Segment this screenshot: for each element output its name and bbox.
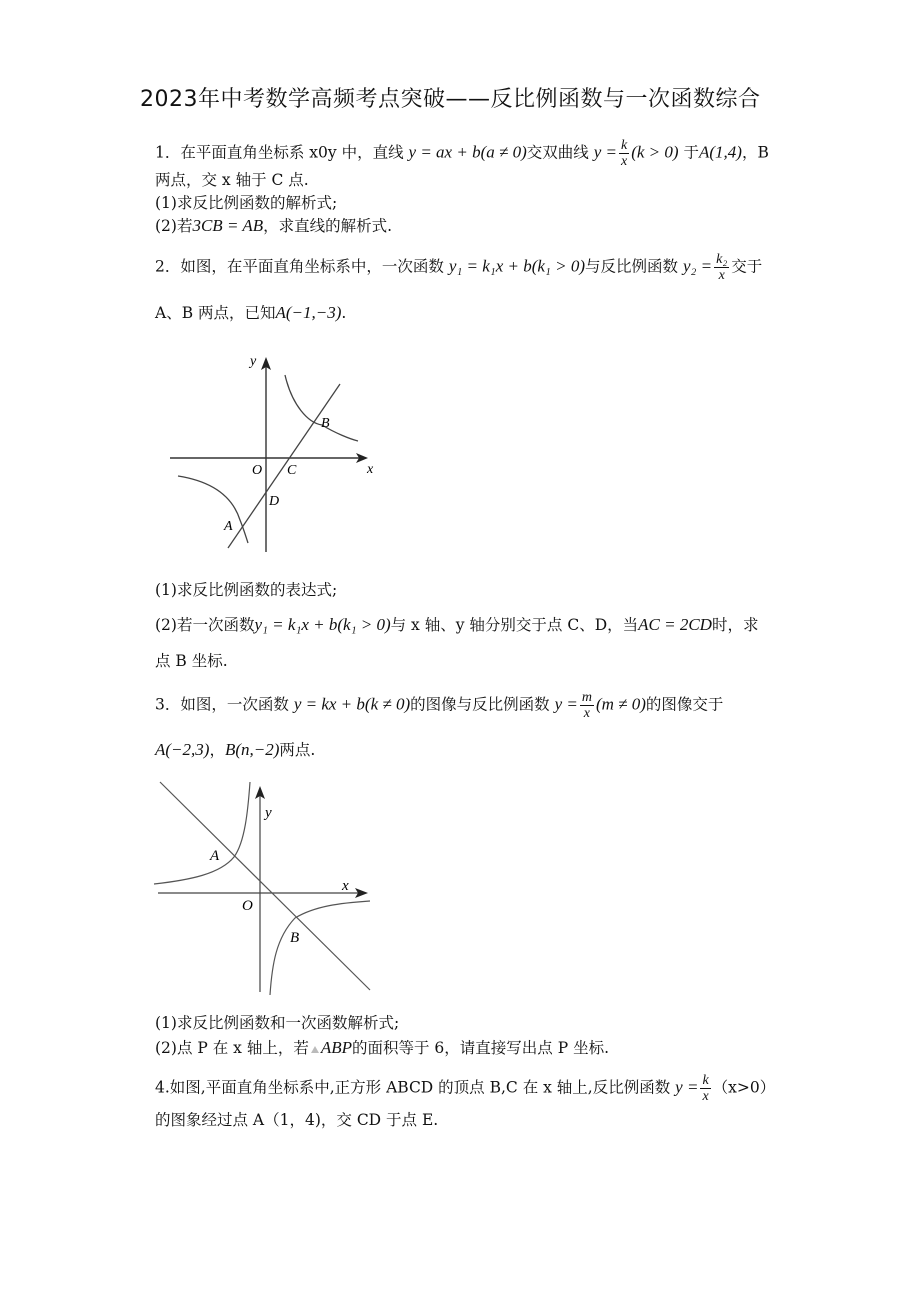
q3-figure — [150, 770, 390, 1000]
q1-number: 1． — [155, 143, 181, 162]
q2-part-2 — [155, 615, 758, 635]
label-o: O — [252, 463, 263, 478]
q2-line-2 — [155, 303, 346, 323]
q3-inverse-condition: (m ≠ 0) — [595, 694, 646, 714]
q1-hyperbola-fraction — [619, 138, 629, 169]
q4-inverse-fraction — [700, 1073, 710, 1104]
q1-text-d: ，B — [741, 143, 769, 162]
q1-part-1: (1)求反比例函数的解析式; — [155, 194, 338, 212]
q2-inverse-fraction — [714, 252, 729, 283]
label-b: B — [290, 930, 300, 946]
q1-part-2-condition: 3CB = AB — [192, 216, 264, 235]
q1-hyperbola-lhs: y = — [593, 142, 617, 162]
fraction-denominator: x — [702, 1089, 709, 1104]
fraction-denominator: x — [718, 268, 725, 283]
q3-part-2-prefix: (2)点 P 在 x 轴上，若 — [155, 1039, 309, 1057]
fraction-denominator: x — [620, 154, 628, 169]
label-c: C — [287, 463, 297, 478]
q3-text-b: 的图像与反比例函数 — [410, 695, 550, 714]
q2-number: 2． — [155, 257, 181, 276]
q1-line-condition: (a ≠ 0) — [480, 142, 527, 162]
label-y: y — [265, 805, 272, 821]
q3-inverse-fraction — [580, 690, 594, 721]
q2-line-2-text: A、B 两点，已知 — [155, 304, 276, 322]
fraction-denominator: x — [583, 706, 591, 721]
label-a: A — [224, 519, 233, 534]
q2-linear-equation: y₁ = k₁x + b(k₁ > 0) — [448, 256, 585, 276]
label-y: y — [250, 354, 257, 369]
hyperbola-branch-lower-right — [270, 901, 370, 995]
q3-linear-equation: y = kx + b(k ≠ 0) — [293, 694, 411, 714]
q3-line-1 — [155, 690, 723, 721]
q1-part-2-suffix: ，求直线的解析式. — [263, 217, 393, 235]
q1-point-a: A(1,4) — [698, 142, 742, 162]
q3-separator: ， — [209, 741, 225, 759]
q3-point-a: A(−2,3) — [155, 740, 210, 759]
fraction-numerator: k — [620, 138, 628, 153]
fraction-numerator: k — [702, 1073, 709, 1088]
q1-line-2: 两点，交 x 轴于 C 点. — [155, 171, 309, 189]
label-o: O — [242, 898, 253, 914]
q3-part-1: (1)求反比例函数和一次函数解析式; — [155, 1014, 400, 1032]
q3-text-c: 的图像交于 — [645, 695, 724, 714]
q1-line-1 — [155, 138, 769, 169]
q2-part-1: (1)求反比例函数的表达式; — [155, 581, 338, 599]
q2-part-2-suffix: 时，求 — [711, 616, 759, 634]
label-d: D — [269, 494, 280, 509]
q2-part-2-prefix: (2)若一次函数 — [155, 616, 255, 634]
q2-figure — [160, 345, 390, 560]
q2-coordinate-graph — [160, 345, 390, 560]
q3-line-2-end: 两点. — [279, 741, 316, 759]
q4-text-a: 如图,平面直角坐标系中,正方形 ABCD 的顶点 B,C 在 x 轴上,反比例函数 — [169, 1078, 671, 1097]
page-title: 2023年中考数学高频考点突破——反比例函数与一次函数综合 — [140, 87, 761, 112]
q4-line-1 — [155, 1073, 775, 1104]
q2-line-1 — [155, 252, 762, 283]
label-x: x — [342, 878, 349, 894]
q3-coordinate-graph — [150, 770, 390, 1000]
q1-text-a: 在平面直角坐标系 x0y 中，直线 — [180, 143, 404, 162]
q2-text-a: 如图，在平面直角坐标系中，一次函数 — [180, 257, 444, 276]
q2-point-a: A(−1,−3) — [275, 303, 342, 322]
q3-part-2-suffix: 的面积等于 6，请直接写出点 P 坐标. — [352, 1039, 609, 1057]
q4-line-2: 的图象经过点 A（1，4)，交 CD 于点 E. — [155, 1111, 439, 1129]
hyperbola-branch-upper-left — [154, 782, 250, 884]
fraction-numerator: k₂ — [716, 252, 728, 267]
q3-triangle-name: ABP — [320, 1038, 352, 1057]
label-a: A — [210, 848, 220, 864]
label-x: x — [367, 462, 374, 477]
q2-part-2-line-2: 点 B 坐标. — [155, 652, 228, 670]
linear-function-line — [228, 384, 340, 548]
q1-text-b: 交双曲线 — [526, 143, 589, 162]
q1-hyperbola-condition: (k > 0) — [631, 142, 679, 162]
q1-line-equation: y = ax + b — [408, 142, 481, 162]
q2-text-b: 与反比例函数 — [584, 257, 678, 276]
q4-condition: （x>0） — [712, 1078, 776, 1097]
q3-inverse-lhs: y = — [554, 694, 578, 714]
q2-inverse-lhs: y₂ = — [682, 256, 713, 276]
q2-text-c: 交于 — [731, 257, 763, 276]
q1-text-c: 于 — [683, 143, 699, 162]
q3-number: 3． — [155, 695, 181, 714]
q1-part-2-prefix: (2)若 — [155, 217, 193, 235]
q2-part-2-condition: AC = 2CD — [638, 615, 712, 634]
q3-point-b: B(n,−2) — [224, 740, 280, 759]
q4-inverse-lhs: y = — [675, 1077, 699, 1097]
hyperbola-branch-upper — [285, 375, 358, 441]
q3-part-2 — [155, 1038, 609, 1058]
q3-line-2 — [155, 740, 315, 760]
q4-number: 4. — [155, 1078, 170, 1097]
fraction-numerator: m — [581, 690, 592, 705]
q2-line-2-end: . — [341, 304, 347, 322]
triangle-icon — [311, 1046, 319, 1053]
q3-text-a: 如图，一次函数 — [180, 695, 289, 714]
q2-part-2-equation: y₁ = k₁x + b(k₁ > 0) — [254, 615, 391, 634]
q1-part-2 — [155, 216, 392, 236]
q2-part-2-middle: 与 x 轴、y 轴分别交于点 C、D，当 — [390, 616, 639, 634]
label-b: B — [321, 416, 330, 431]
